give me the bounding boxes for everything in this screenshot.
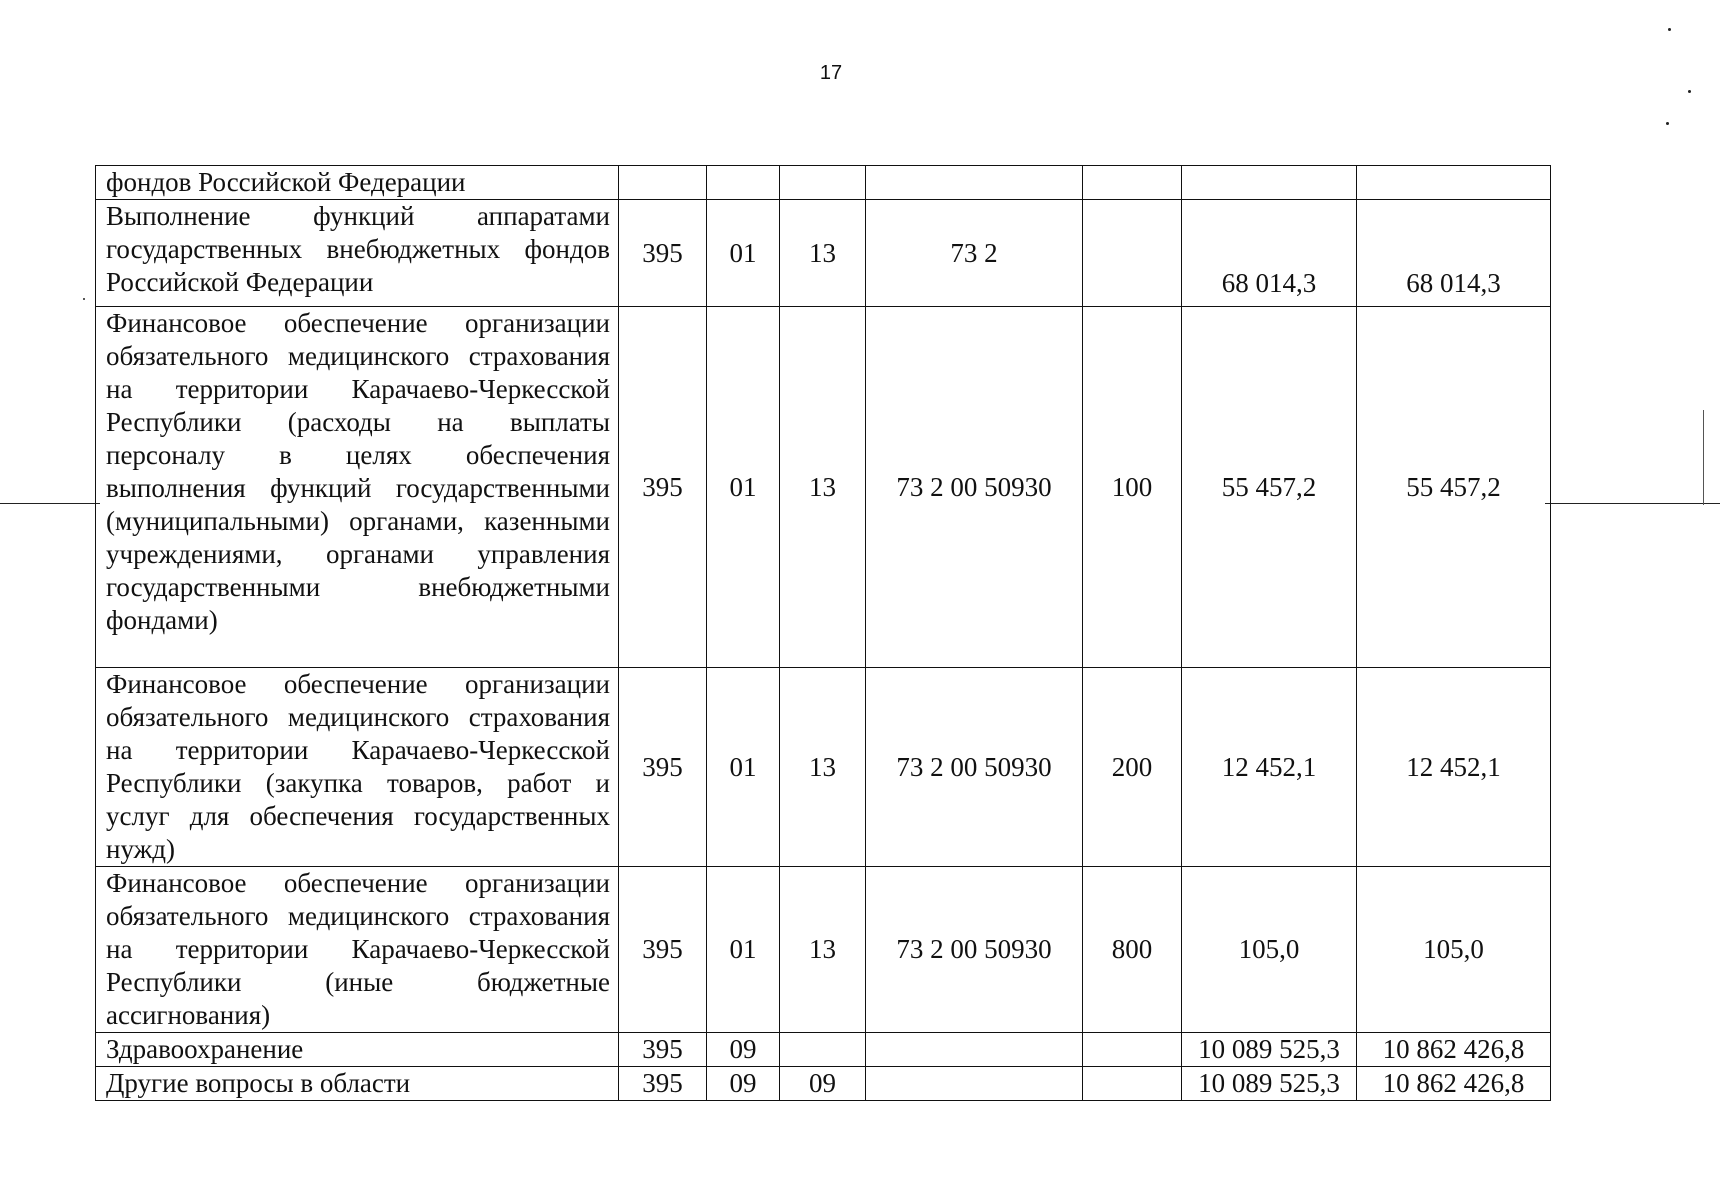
cell-rz: 01	[707, 668, 780, 867]
cell-csr: 73 2 00 50930	[866, 307, 1083, 668]
cell-amount-2: 68 014,3	[1357, 200, 1551, 307]
row-description: Финансовое обеспечение организации обязательного медицинского страхования на территории Карачаево-Черкесской Республики (иные бюджетные ассигнования)	[96, 867, 619, 1033]
table-row	[96, 668, 1551, 867]
cell-ved: 395	[619, 1033, 707, 1067]
cell-pr: 09	[780, 1067, 866, 1101]
cell-vr: 200	[1083, 668, 1182, 867]
cell-ved: 395	[619, 1067, 707, 1101]
cell-pr: 13	[780, 668, 866, 867]
scan-speck	[1668, 28, 1671, 31]
table-row	[96, 1033, 1551, 1067]
scan-speck	[1688, 90, 1691, 93]
cell-rz: 01	[707, 867, 780, 1033]
scan-fold-line-left	[0, 503, 100, 504]
cell-pr	[780, 1033, 866, 1067]
cell-vr	[1083, 1033, 1182, 1067]
cell-amount-1: 105,0	[1182, 867, 1357, 1033]
row-description: Финансовое обеспечение организации обязательного медицинского страхования на территории Карачаево-Черкесской Республики (расходы на выплаты персоналу в целях обеспечения выполнения функций государственными (муниципальными) органами, казенными учреждениями, органами управления государственными внебюджетными фондами)	[96, 307, 619, 668]
cell-ved: 395	[619, 867, 707, 1033]
table-row	[96, 166, 1551, 200]
scan-edge-mark	[1703, 410, 1704, 505]
cell-ved: 395	[619, 200, 707, 307]
cell-pr: 13	[780, 200, 866, 307]
cell-amount-1: 12 452,1	[1182, 668, 1357, 867]
cell-pr	[780, 166, 866, 200]
table-row	[96, 1067, 1551, 1101]
cell-rz	[707, 166, 780, 200]
row-description: Финансовое обеспечение организации обязательного медицинского страхования на территории Карачаево-Черкесской Республики (закупка товаров, работ и услуг для обеспечения государственных нужд)	[96, 668, 619, 867]
cell-vr	[1083, 200, 1182, 307]
cell-amount-1: 55 457,2	[1182, 307, 1357, 668]
cell-amount-2: 10 862 426,8	[1357, 1033, 1551, 1067]
cell-rz: 01	[707, 307, 780, 668]
cell-pr: 13	[780, 307, 866, 668]
cell-ved	[619, 166, 707, 200]
page-number: 17	[819, 62, 843, 84]
cell-csr	[866, 1033, 1083, 1067]
cell-csr: 73 2 00 50930	[866, 867, 1083, 1033]
table-row	[96, 200, 1551, 307]
cell-amount-1	[1182, 166, 1357, 200]
cell-vr	[1083, 166, 1182, 200]
cell-amount-2: 55 457,2	[1357, 307, 1551, 668]
row-description: Здравоохранение	[96, 1033, 619, 1067]
cell-vr	[1083, 1067, 1182, 1101]
cell-csr	[866, 1067, 1083, 1101]
cell-amount-2	[1357, 166, 1551, 200]
cell-rz: 01	[707, 200, 780, 307]
cell-ved: 395	[619, 668, 707, 867]
cell-pr: 13	[780, 867, 866, 1033]
cell-csr: 73 2 00 50930	[866, 668, 1083, 867]
cell-amount-2: 105,0	[1357, 867, 1551, 1033]
cell-ved: 395	[619, 307, 707, 668]
cell-amount-1: 68 014,3	[1182, 200, 1357, 307]
scan-speck	[83, 298, 85, 300]
row-description: Другие вопросы в области	[96, 1067, 619, 1101]
cell-vr: 100	[1083, 307, 1182, 668]
scan-fold-line-right	[1545, 503, 1720, 504]
row-description: Выполнение функций аппаратами государственных внебюджетных фондов Российской Федерации	[96, 200, 619, 307]
cell-amount-1: 10 089 525,3	[1182, 1033, 1357, 1067]
budget-table	[95, 165, 1551, 1101]
cell-csr	[866, 166, 1083, 200]
cell-rz: 09	[707, 1067, 780, 1101]
cell-rz: 09	[707, 1033, 780, 1067]
cell-amount-1: 10 089 525,3	[1182, 1067, 1357, 1101]
cell-vr: 800	[1083, 867, 1182, 1033]
cell-csr: 73 2	[866, 200, 1083, 307]
cell-amount-2: 12 452,1	[1357, 668, 1551, 867]
table-row	[96, 307, 1551, 668]
row-description: фондов Российской Федерации	[96, 166, 619, 200]
cell-amount-2: 10 862 426,8	[1357, 1067, 1551, 1101]
scan-speck	[1666, 122, 1669, 125]
table-row	[96, 867, 1551, 1033]
